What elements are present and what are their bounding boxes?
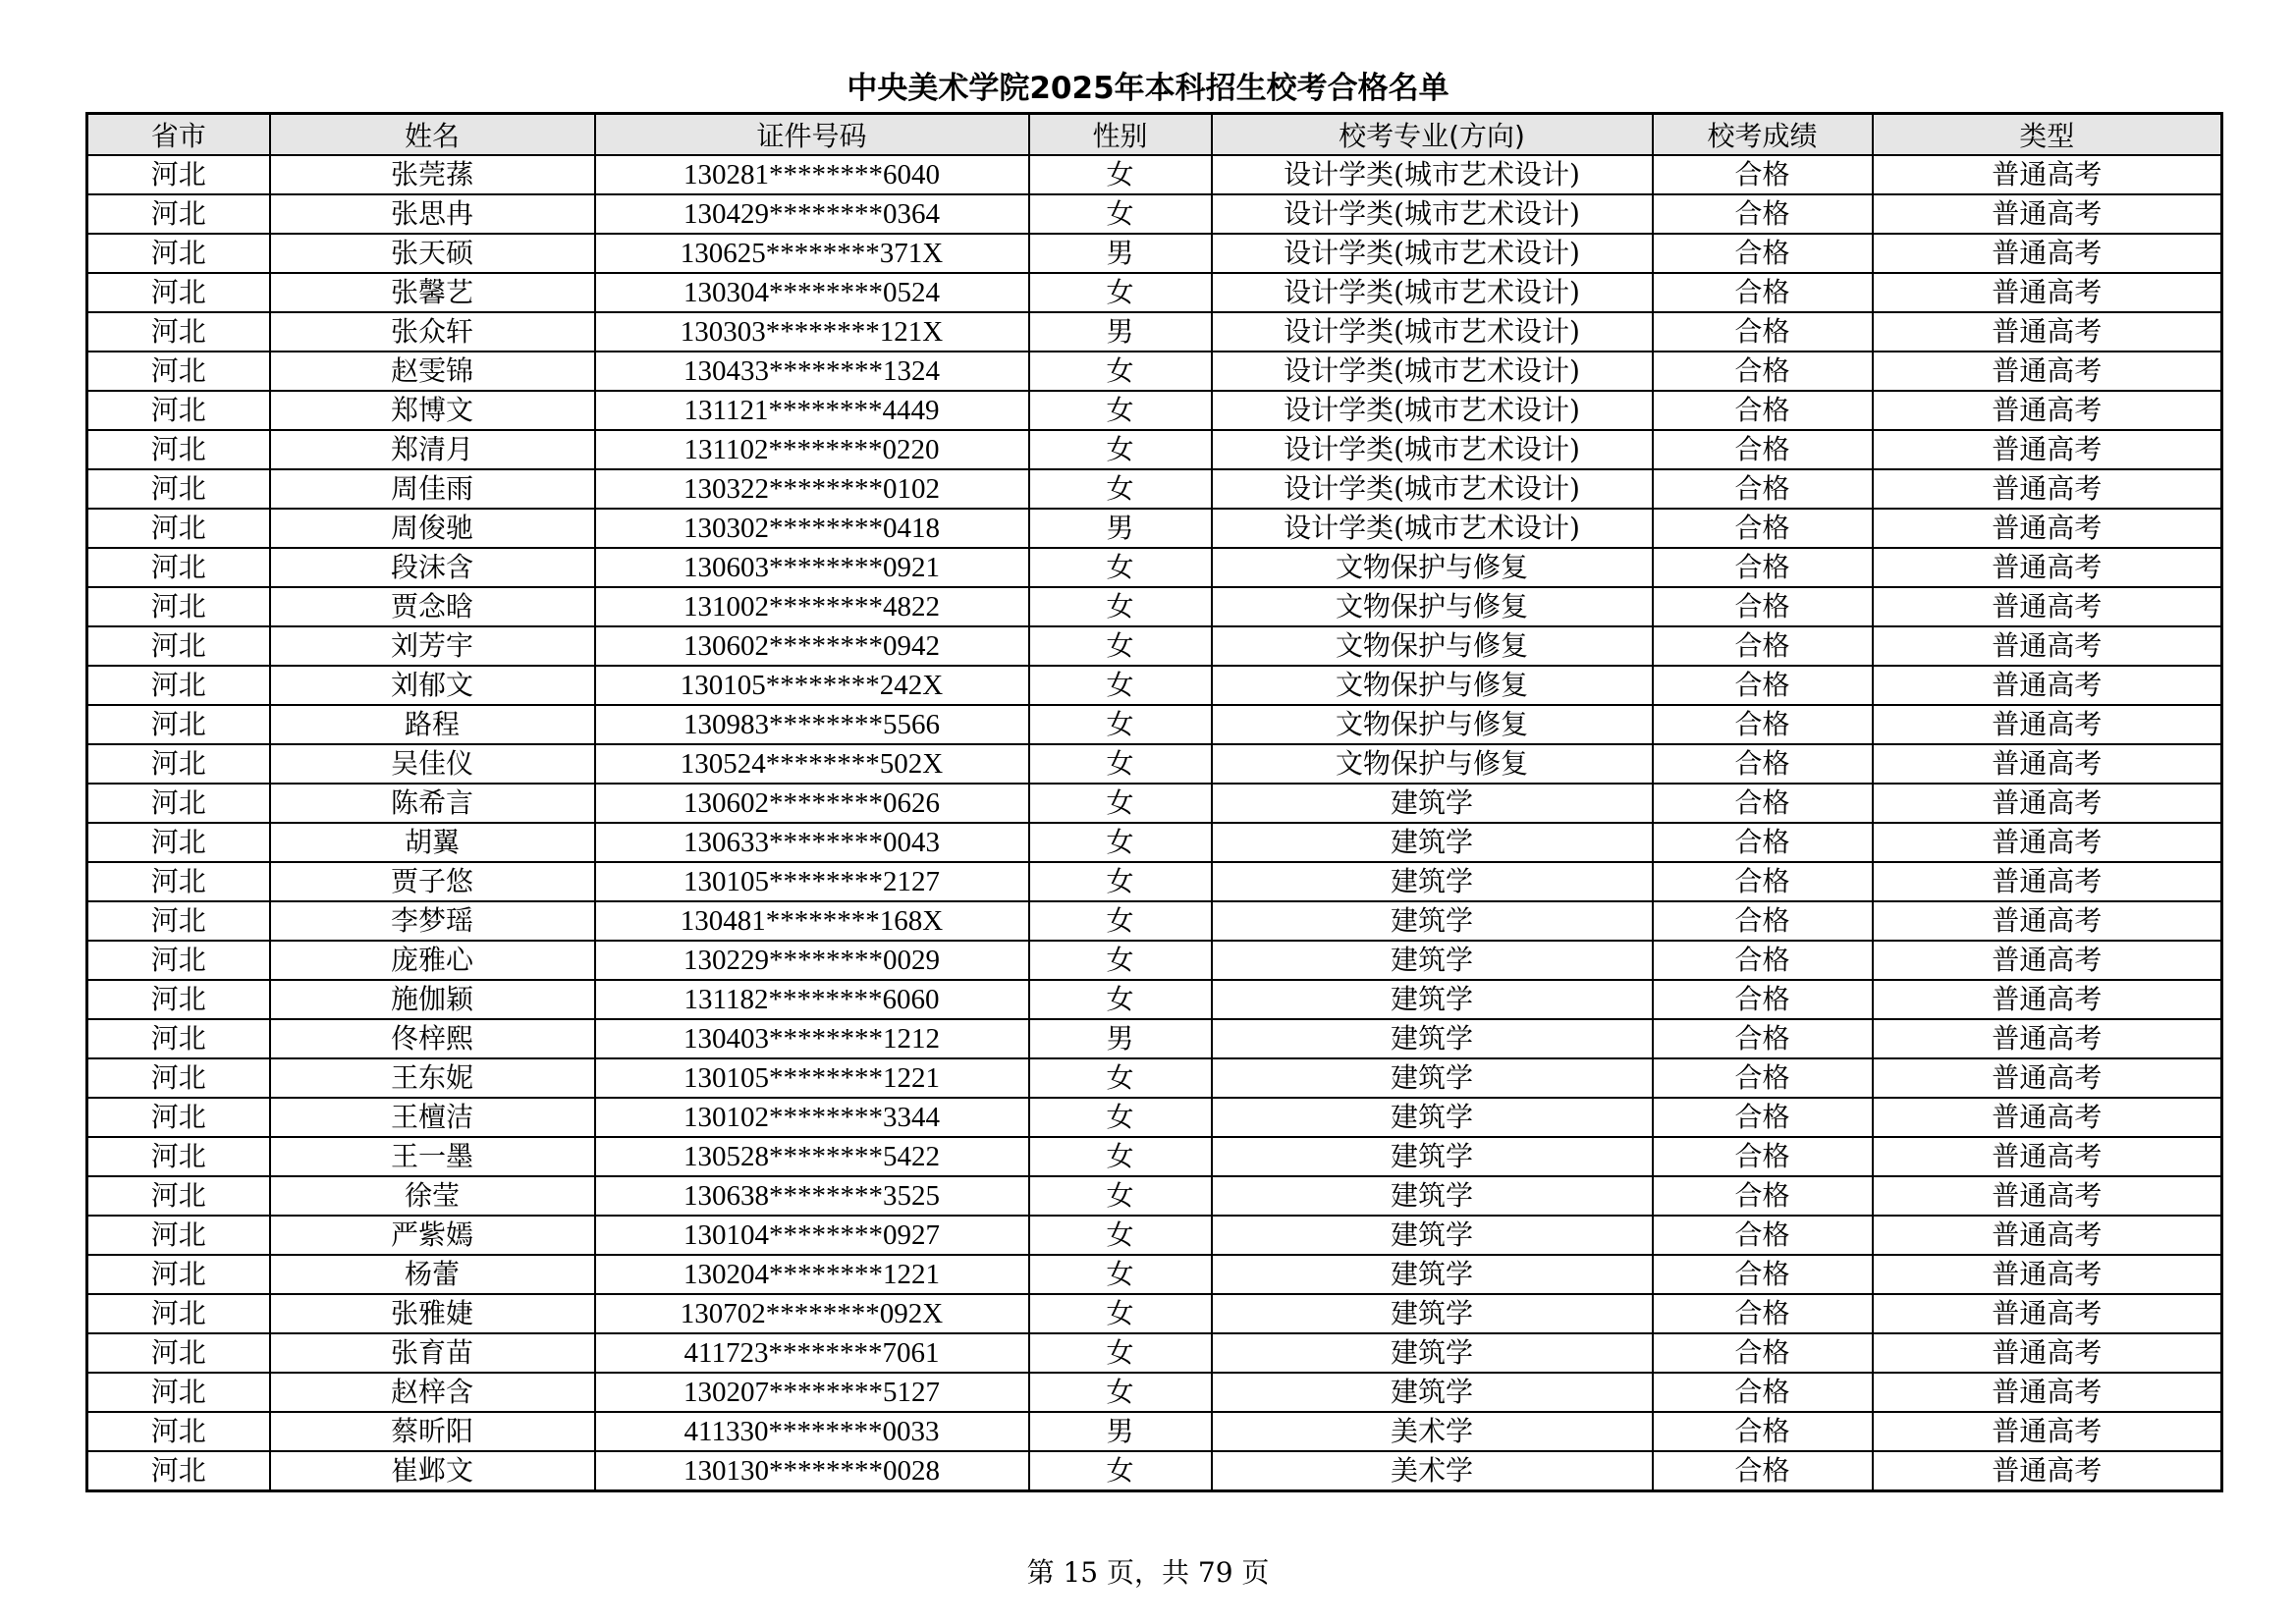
cell-type: 普通高考	[1873, 626, 2222, 666]
cell-province: 河北	[87, 234, 270, 273]
cell-result: 合格	[1653, 391, 1873, 430]
cell-province: 河北	[87, 312, 270, 352]
table-row	[87, 744, 2222, 784]
cell-gender: 女	[1029, 862, 1212, 901]
cell-name: 施伽颖	[270, 980, 595, 1019]
cell-gender: 女	[1029, 352, 1212, 391]
cell-gender: 女	[1029, 430, 1212, 469]
cell-province: 河北	[87, 784, 270, 823]
cell-province: 河北	[87, 352, 270, 391]
cell-result: 合格	[1653, 155, 1873, 194]
cell-id-number: 131102********0220	[595, 430, 1029, 469]
cell-province: 河北	[87, 1294, 270, 1333]
cell-province: 河北	[87, 823, 270, 862]
table-row	[87, 1373, 2222, 1412]
cell-type: 普通高考	[1873, 1098, 2222, 1137]
admission-table	[85, 112, 2223, 1492]
cell-type: 普通高考	[1873, 1412, 2222, 1451]
cell-province: 河北	[87, 509, 270, 548]
cell-type: 普通高考	[1873, 391, 2222, 430]
cell-province: 河北	[87, 548, 270, 587]
table-row	[87, 469, 2222, 509]
cell-gender: 女	[1029, 194, 1212, 234]
cell-name: 吴佳仪	[270, 744, 595, 784]
cell-name: 郑清月	[270, 430, 595, 469]
cell-type: 普通高考	[1873, 744, 2222, 784]
cell-gender: 女	[1029, 744, 1212, 784]
table-row	[87, 352, 2222, 391]
table-row	[87, 1058, 2222, 1098]
cell-name: 刘芳宇	[270, 626, 595, 666]
table-row	[87, 980, 2222, 1019]
header-row	[87, 114, 2222, 156]
cell-major: 建筑学	[1212, 1176, 1653, 1216]
cell-province: 河北	[87, 273, 270, 312]
cell-type: 普通高考	[1873, 273, 2222, 312]
page-footer: 第 15 页，共 79 页	[1026, 1556, 1270, 1589]
cell-name: 王一墨	[270, 1137, 595, 1176]
cell-province: 河北	[87, 705, 270, 744]
cell-result: 合格	[1653, 626, 1873, 666]
cell-name: 张馨艺	[270, 273, 595, 312]
cell-gender: 女	[1029, 1451, 1212, 1491]
cell-result: 合格	[1653, 1176, 1873, 1216]
cell-gender: 女	[1029, 705, 1212, 744]
cell-gender: 男	[1029, 312, 1212, 352]
cell-id-number: 130303********121X	[595, 312, 1029, 352]
cell-province: 河北	[87, 1137, 270, 1176]
cell-gender: 女	[1029, 626, 1212, 666]
cell-name: 李梦瑶	[270, 901, 595, 941]
cell-province: 河北	[87, 1451, 270, 1491]
cell-id-number: 130104********0927	[595, 1216, 1029, 1255]
cell-name: 张天硕	[270, 234, 595, 273]
col-header-result: 校考成绩	[1653, 114, 1873, 156]
table-row	[87, 784, 2222, 823]
table-row	[87, 1137, 2222, 1176]
table-row	[87, 234, 2222, 273]
cell-id-number: 131002********4822	[595, 587, 1029, 626]
cell-result: 合格	[1653, 862, 1873, 901]
cell-result: 合格	[1653, 1098, 1873, 1137]
cell-result: 合格	[1653, 234, 1873, 273]
cell-province: 河北	[87, 1019, 270, 1058]
cell-id-number: 411330********0033	[595, 1412, 1029, 1451]
cell-gender: 女	[1029, 901, 1212, 941]
cell-id-number: 130229********0029	[595, 941, 1029, 980]
cell-name: 张育苗	[270, 1333, 595, 1373]
cell-type: 普通高考	[1873, 705, 2222, 744]
cell-result: 合格	[1653, 666, 1873, 705]
cell-province: 河北	[87, 1255, 270, 1294]
cell-major: 设计学类(城市艺术设计)	[1212, 273, 1653, 312]
cell-type: 普通高考	[1873, 666, 2222, 705]
cell-id-number: 130207********5127	[595, 1373, 1029, 1412]
cell-type: 普通高考	[1873, 1294, 2222, 1333]
cell-major: 建筑学	[1212, 1294, 1653, 1333]
cell-type: 普通高考	[1873, 194, 2222, 234]
cell-province: 河北	[87, 1216, 270, 1255]
cell-major: 建筑学	[1212, 1019, 1653, 1058]
cell-province: 河北	[87, 941, 270, 980]
table-row	[87, 901, 2222, 941]
cell-province: 河北	[87, 155, 270, 194]
cell-name: 贾念晗	[270, 587, 595, 626]
cell-name: 张众轩	[270, 312, 595, 352]
table-row	[87, 941, 2222, 980]
cell-major: 建筑学	[1212, 823, 1653, 862]
table-row	[87, 1019, 2222, 1058]
cell-result: 合格	[1653, 1137, 1873, 1176]
cell-gender: 女	[1029, 941, 1212, 980]
cell-major: 建筑学	[1212, 980, 1653, 1019]
cell-major: 设计学类(城市艺术设计)	[1212, 312, 1653, 352]
cell-name: 赵雯锦	[270, 352, 595, 391]
cell-major: 建筑学	[1212, 1255, 1653, 1294]
cell-name: 周佳雨	[270, 469, 595, 509]
cell-id-number: 130633********0043	[595, 823, 1029, 862]
cell-type: 普通高考	[1873, 1216, 2222, 1255]
cell-name: 张思冉	[270, 194, 595, 234]
cell-province: 河北	[87, 587, 270, 626]
cell-name: 路程	[270, 705, 595, 744]
cell-gender: 女	[1029, 1333, 1212, 1373]
cell-major: 文物保护与修复	[1212, 705, 1653, 744]
cell-type: 普通高考	[1873, 784, 2222, 823]
cell-province: 河北	[87, 1412, 270, 1451]
cell-id-number: 411723********7061	[595, 1333, 1029, 1373]
cell-province: 河北	[87, 744, 270, 784]
cell-gender: 女	[1029, 1255, 1212, 1294]
col-header-gender: 性别	[1029, 114, 1212, 156]
cell-id-number: 130524********502X	[595, 744, 1029, 784]
cell-province: 河北	[87, 626, 270, 666]
cell-gender: 女	[1029, 1216, 1212, 1255]
cell-result: 合格	[1653, 469, 1873, 509]
cell-gender: 女	[1029, 1058, 1212, 1098]
cell-id-number: 130105********242X	[595, 666, 1029, 705]
cell-gender: 女	[1029, 1137, 1212, 1176]
cell-result: 合格	[1653, 352, 1873, 391]
table-row	[87, 626, 2222, 666]
table-row	[87, 1255, 2222, 1294]
table-row	[87, 312, 2222, 352]
cell-type: 普通高考	[1873, 509, 2222, 548]
cell-gender: 男	[1029, 509, 1212, 548]
cell-type: 普通高考	[1873, 1058, 2222, 1098]
table-row	[87, 155, 2222, 194]
cell-province: 河北	[87, 194, 270, 234]
cell-name: 郑博文	[270, 391, 595, 430]
cell-id-number: 131121********4449	[595, 391, 1029, 430]
cell-id-number: 130102********3344	[595, 1098, 1029, 1137]
cell-name: 周俊驰	[270, 509, 595, 548]
cell-name: 庞雅心	[270, 941, 595, 980]
table-row	[87, 862, 2222, 901]
cell-result: 合格	[1653, 1333, 1873, 1373]
cell-gender: 女	[1029, 469, 1212, 509]
cell-result: 合格	[1653, 587, 1873, 626]
cell-name: 张莞蓀	[270, 155, 595, 194]
cell-province: 河北	[87, 1176, 270, 1216]
cell-gender: 女	[1029, 1098, 1212, 1137]
cell-type: 普通高考	[1873, 941, 2222, 980]
col-header-major: 校考专业(方向)	[1212, 114, 1653, 156]
cell-name: 张雅婕	[270, 1294, 595, 1333]
col-header-id-number: 证件号码	[595, 114, 1029, 156]
cell-id-number: 130105********1221	[595, 1058, 1029, 1098]
cell-type: 普通高考	[1873, 1176, 2222, 1216]
cell-major: 设计学类(城市艺术设计)	[1212, 509, 1653, 548]
cell-type: 普通高考	[1873, 312, 2222, 352]
cell-province: 河北	[87, 1098, 270, 1137]
cell-result: 合格	[1653, 430, 1873, 469]
table-row	[87, 391, 2222, 430]
cell-province: 河北	[87, 901, 270, 941]
cell-gender: 女	[1029, 391, 1212, 430]
cell-id-number: 130302********0418	[595, 509, 1029, 548]
cell-major: 设计学类(城市艺术设计)	[1212, 194, 1653, 234]
cell-id-number: 130602********0942	[595, 626, 1029, 666]
cell-id-number: 130983********5566	[595, 705, 1029, 744]
cell-major: 建筑学	[1212, 784, 1653, 823]
cell-gender: 女	[1029, 1373, 1212, 1412]
table-row	[87, 1333, 2222, 1373]
cell-result: 合格	[1653, 509, 1873, 548]
cell-id-number: 130105********2127	[595, 862, 1029, 901]
table-row	[87, 273, 2222, 312]
cell-name: 佟梓熙	[270, 1019, 595, 1058]
cell-type: 普通高考	[1873, 1019, 2222, 1058]
cell-id-number: 130433********1324	[595, 352, 1029, 391]
table-row	[87, 1176, 2222, 1216]
cell-gender: 男	[1029, 234, 1212, 273]
table-row	[87, 587, 2222, 626]
cell-major: 建筑学	[1212, 1137, 1653, 1176]
cell-name: 王檀洁	[270, 1098, 595, 1137]
cell-gender: 女	[1029, 784, 1212, 823]
cell-id-number: 130625********371X	[595, 234, 1029, 273]
cell-type: 普通高考	[1873, 352, 2222, 391]
cell-name: 崔邺文	[270, 1451, 595, 1491]
cell-name: 严紫嫣	[270, 1216, 595, 1255]
cell-gender: 女	[1029, 548, 1212, 587]
table-row	[87, 430, 2222, 469]
cell-type: 普通高考	[1873, 469, 2222, 509]
cell-province: 河北	[87, 469, 270, 509]
cell-gender: 女	[1029, 1294, 1212, 1333]
cell-result: 合格	[1653, 1255, 1873, 1294]
cell-id-number: 130528********5422	[595, 1137, 1029, 1176]
cell-id-number: 130322********0102	[595, 469, 1029, 509]
cell-id-number: 131182********6060	[595, 980, 1029, 1019]
cell-id-number: 130481********168X	[595, 901, 1029, 941]
table-row	[87, 705, 2222, 744]
cell-major: 文物保护与修复	[1212, 744, 1653, 784]
cell-gender: 女	[1029, 823, 1212, 862]
cell-major: 设计学类(城市艺术设计)	[1212, 352, 1653, 391]
cell-name: 刘郁文	[270, 666, 595, 705]
cell-result: 合格	[1653, 1294, 1873, 1333]
cell-id-number: 130602********0626	[595, 784, 1029, 823]
cell-type: 普通高考	[1873, 1255, 2222, 1294]
cell-major: 美术学	[1212, 1412, 1653, 1451]
cell-major: 设计学类(城市艺术设计)	[1212, 234, 1653, 273]
cell-result: 合格	[1653, 548, 1873, 587]
col-header-name: 姓名	[270, 114, 595, 156]
cell-result: 合格	[1653, 1019, 1873, 1058]
cell-gender: 男	[1029, 1019, 1212, 1058]
cell-gender: 女	[1029, 587, 1212, 626]
cell-major: 文物保护与修复	[1212, 626, 1653, 666]
cell-name: 贾子悠	[270, 862, 595, 901]
cell-name: 王东妮	[270, 1058, 595, 1098]
cell-province: 河北	[87, 1058, 270, 1098]
cell-result: 合格	[1653, 273, 1873, 312]
table-row	[87, 1294, 2222, 1333]
cell-type: 普通高考	[1873, 587, 2222, 626]
table-row	[87, 1451, 2222, 1491]
cell-major: 文物保护与修复	[1212, 666, 1653, 705]
cell-result: 合格	[1653, 744, 1873, 784]
cell-major: 文物保护与修复	[1212, 587, 1653, 626]
cell-id-number: 130130********0028	[595, 1451, 1029, 1491]
cell-major: 建筑学	[1212, 1216, 1653, 1255]
cell-name: 杨蕾	[270, 1255, 595, 1294]
cell-type: 普通高考	[1873, 430, 2222, 469]
table-row	[87, 823, 2222, 862]
table-row	[87, 1412, 2222, 1451]
cell-id-number: 130281********6040	[595, 155, 1029, 194]
cell-major: 建筑学	[1212, 1058, 1653, 1098]
cell-province: 河北	[87, 1373, 270, 1412]
cell-gender: 男	[1029, 1412, 1212, 1451]
cell-result: 合格	[1653, 312, 1873, 352]
cell-gender: 女	[1029, 155, 1212, 194]
cell-type: 普通高考	[1873, 1373, 2222, 1412]
cell-type: 普通高考	[1873, 548, 2222, 587]
cell-result: 合格	[1653, 1412, 1873, 1451]
cell-result: 合格	[1653, 1373, 1873, 1412]
cell-result: 合格	[1653, 194, 1873, 234]
cell-name: 陈希言	[270, 784, 595, 823]
cell-id-number: 130429********0364	[595, 194, 1029, 234]
cell-name: 胡翼	[270, 823, 595, 862]
cell-major: 建筑学	[1212, 1373, 1653, 1412]
cell-province: 河北	[87, 666, 270, 705]
table-row	[87, 1216, 2222, 1255]
cell-major: 设计学类(城市艺术设计)	[1212, 469, 1653, 509]
cell-major: 美术学	[1212, 1451, 1653, 1491]
cell-result: 合格	[1653, 901, 1873, 941]
table-row	[87, 1098, 2222, 1137]
cell-major: 建筑学	[1212, 1098, 1653, 1137]
cell-type: 普通高考	[1873, 1451, 2222, 1491]
cell-id-number: 130702********092X	[595, 1294, 1029, 1333]
cell-major: 建筑学	[1212, 901, 1653, 941]
cell-result: 合格	[1653, 823, 1873, 862]
cell-id-number: 130603********0921	[595, 548, 1029, 587]
cell-id-number: 130638********3525	[595, 1176, 1029, 1216]
cell-type: 普通高考	[1873, 862, 2222, 901]
table-row	[87, 548, 2222, 587]
cell-type: 普通高考	[1873, 234, 2222, 273]
cell-type: 普通高考	[1873, 901, 2222, 941]
cell-type: 普通高考	[1873, 1137, 2222, 1176]
cell-gender: 女	[1029, 666, 1212, 705]
cell-major: 设计学类(城市艺术设计)	[1212, 391, 1653, 430]
cell-major: 文物保护与修复	[1212, 548, 1653, 587]
cell-type: 普通高考	[1873, 823, 2222, 862]
cell-name: 段沫含	[270, 548, 595, 587]
cell-major: 设计学类(城市艺术设计)	[1212, 430, 1653, 469]
cell-id-number: 130304********0524	[595, 273, 1029, 312]
cell-result: 合格	[1653, 941, 1873, 980]
cell-result: 合格	[1653, 1216, 1873, 1255]
cell-gender: 女	[1029, 980, 1212, 1019]
table-body	[87, 155, 2222, 1491]
document-title: 中央美术学院2025年本科招生校考合格名单	[847, 71, 1449, 106]
cell-result: 合格	[1653, 980, 1873, 1019]
cell-major: 建筑学	[1212, 1333, 1653, 1373]
cell-type: 普通高考	[1873, 1333, 2222, 1373]
cell-gender: 女	[1029, 273, 1212, 312]
cell-major: 建筑学	[1212, 862, 1653, 901]
cell-gender: 女	[1029, 1176, 1212, 1216]
cell-type: 普通高考	[1873, 155, 2222, 194]
cell-province: 河北	[87, 430, 270, 469]
table-row	[87, 194, 2222, 234]
cell-type: 普通高考	[1873, 980, 2222, 1019]
col-header-province: 省市	[87, 114, 270, 156]
cell-result: 合格	[1653, 784, 1873, 823]
cell-major: 建筑学	[1212, 941, 1653, 980]
cell-name: 徐莹	[270, 1176, 595, 1216]
cell-id-number: 130204********1221	[595, 1255, 1029, 1294]
cell-major: 设计学类(城市艺术设计)	[1212, 155, 1653, 194]
cell-result: 合格	[1653, 1058, 1873, 1098]
col-header-type: 类型	[1873, 114, 2222, 156]
cell-province: 河北	[87, 862, 270, 901]
cell-name: 赵梓含	[270, 1373, 595, 1412]
table-row	[87, 509, 2222, 548]
cell-province: 河北	[87, 980, 270, 1019]
cell-result: 合格	[1653, 1451, 1873, 1491]
cell-province: 河北	[87, 391, 270, 430]
table-row	[87, 666, 2222, 705]
cell-province: 河北	[87, 1333, 270, 1373]
cell-name: 蔡昕阳	[270, 1412, 595, 1451]
cell-result: 合格	[1653, 705, 1873, 744]
cell-id-number: 130403********1212	[595, 1019, 1029, 1058]
